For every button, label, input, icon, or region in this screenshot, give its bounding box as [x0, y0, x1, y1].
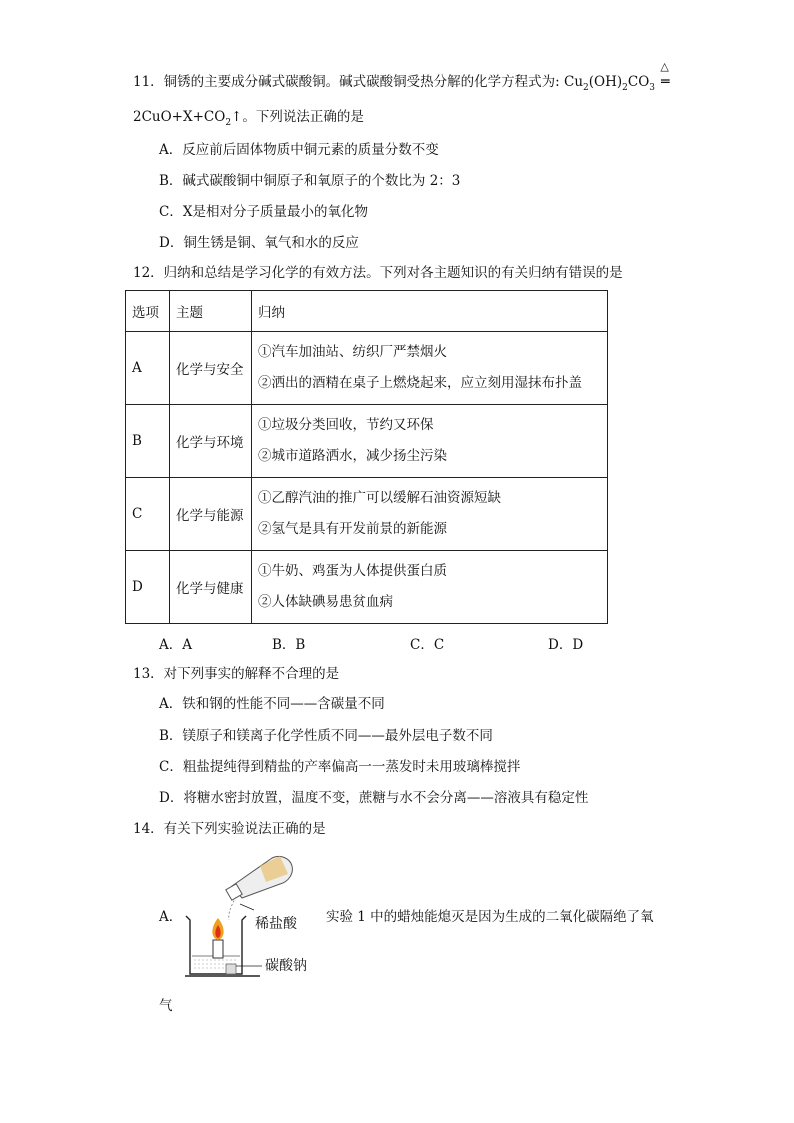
label-sodium-carbonate: 碳酸钠 [265, 958, 307, 974]
q11-stem-line2: $2CuO+X+CO_2↑$。下列说法正确的是 [133, 109, 364, 128]
q12-choice-d: D．D [548, 637, 584, 653]
q12-choice-c: C．C [410, 637, 445, 653]
q13-option-a: A．铁和钢的性能不同——含碳量不同 [159, 696, 385, 712]
row-option: A [126, 332, 170, 405]
row-topic: 化学与安全 [170, 332, 252, 405]
row-topic: 化学与环境 [170, 405, 252, 478]
table-header-summary: 归纳 [252, 291, 608, 332]
summary-item: ①汽车加油站、纺织厂严禁烟火 [258, 344, 447, 360]
summary-item: ①牛奶、鸡蛋为人体提供蛋白质 [258, 563, 447, 579]
reagent-bottle-icon [226, 856, 293, 920]
table-header-option: 选项 [126, 291, 170, 332]
table-header-topic: 主题 [170, 291, 252, 332]
summary-item: ①垃圾分类回收，节约又环保 [258, 417, 434, 433]
flame-icon [212, 918, 223, 940]
table-row [126, 551, 608, 624]
q13-option-b: B．镁原子和镁离子化学性质不同——最外层电子数不同 [159, 728, 493, 744]
q12-stem: 12．归纳和总结是学习化学的有效方法。下列对各主题知识的有关归纳有错误的是 [133, 265, 623, 281]
q14-option-a-tail: 气 [159, 998, 173, 1014]
row-topic: 化学与能源 [170, 478, 252, 551]
heat-equals-sign: △ ═ [660, 60, 670, 90]
table-row [126, 405, 608, 478]
table-header-row [126, 291, 608, 332]
row-summary [252, 332, 608, 405]
summary-item: ②人体缺碘易患贫血病 [258, 594, 393, 610]
table-row [126, 332, 608, 405]
q11-option-d: D．铜生锈是铜、氧气和水的反应 [159, 235, 359, 251]
summary-item: ②城市道路洒水，减少扬尘污染 [258, 448, 447, 464]
q12-choice-a: A．A [159, 637, 192, 653]
q11-stem-line1: 11．铜锈的主要成分碱式碳酸铜。碱式碳酸铜受热分解的化学方程式为: $Cu_2(OH)_2CO_3$ △ ═ [133, 60, 670, 93]
q11-option-a: A．反应前后固体物质中铜元素的质量分数不变 [159, 142, 439, 158]
label-dilute-hcl: 稀盐酸 [255, 916, 297, 932]
q11-option-c: C．X是相对分子质量最小的氧化物 [159, 204, 368, 220]
q14-option-a-text: 实验 1 中的蜡烛能熄灭是因为生成的二氧化碳隔绝了氧 [326, 909, 654, 925]
q11-option-b: B．碱式碳酸铜中铜原子和氧原子的个数比为 2：3 [159, 173, 461, 189]
row-option: D [126, 551, 170, 624]
q13-option-d: D．将糖水密封放置，温度不变，蔗糖与水不会分离——溶液具有稳定性 [159, 790, 589, 806]
summary-item: ②洒出的酒精在桌子上燃烧起来，应立刻用湿抹布扑盖 [258, 375, 582, 391]
q13-stem: 13．对下列事实的解释不合理的是 [133, 666, 340, 682]
q14-option-a-label: A． [159, 909, 183, 925]
row-option: C [126, 478, 170, 551]
row-summary [252, 478, 608, 551]
row-summary [252, 405, 608, 478]
table-row [126, 478, 608, 551]
q14-stem: 14．有关下列实验说法正确的是 [133, 821, 326, 837]
row-topic: 化学与健康 [170, 551, 252, 624]
pointer-line [240, 904, 254, 910]
q12-table [125, 290, 608, 624]
q13-option-c: C．粗盐提纯得到精盐的产率偏高一一蒸发时未用玻璃棒搅拌 [159, 759, 521, 775]
q12-choice-b: B．B [272, 637, 306, 653]
row-summary [252, 551, 608, 624]
summary-item: ①乙醇汽油的推广可以缓解石油资源短缺 [258, 490, 501, 506]
summary-item: ②氢气是具有开发前景的新能源 [258, 521, 447, 537]
row-option: B [126, 405, 170, 478]
